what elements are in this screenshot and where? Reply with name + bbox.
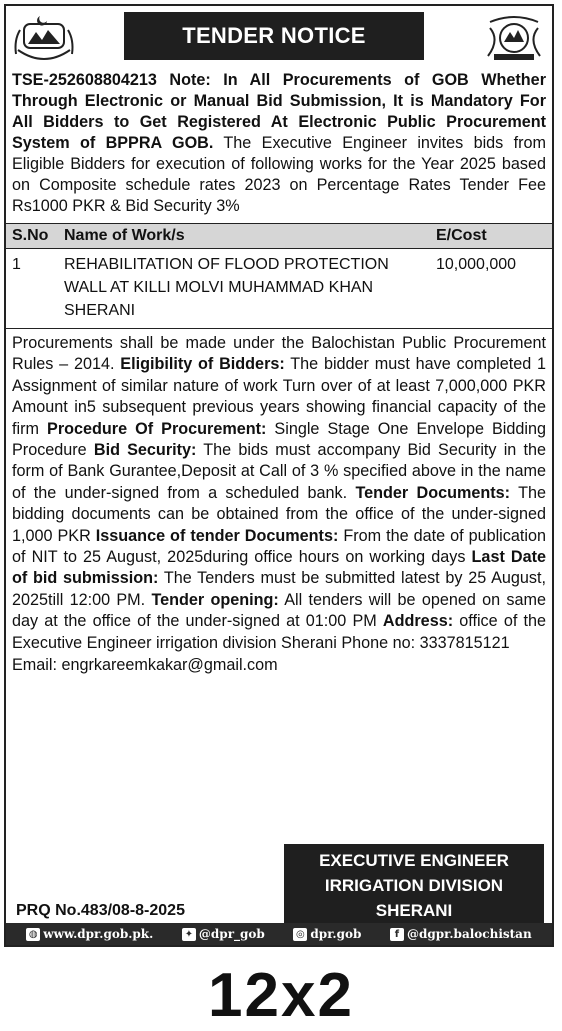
footer-bar (6, 923, 552, 945)
table-header-row (6, 224, 552, 249)
intro-lead: TSE-252608804213 Note: In All Procurements of GOB Whether Through Electronic or Manual Bid Submission, It is Mandatory For All Bidders to Get Registered At Electronic Public Procurement System of BPPRA GOB. (12, 71, 546, 152)
works-table (6, 223, 552, 329)
tender-documents-heading: Tender Documents: (355, 483, 511, 502)
twitter-icon: ✦ (182, 928, 196, 941)
tender-opening-text: All tenders will be opened on same day at the office of the under-signed at 01:00 PM (12, 590, 546, 631)
footer-instagram[interactable] (293, 927, 361, 941)
facebook-text: @dgpr.balochistan (406, 927, 532, 941)
cell-cost: 10,000,000 (430, 249, 552, 329)
signature-line-2: IRRIGATION DIVISION (324, 875, 504, 895)
footer-website[interactable] (26, 927, 153, 941)
footer-twitter[interactable] (182, 927, 265, 941)
instagram-icon: ◎ (293, 928, 307, 941)
header-cost: E/Cost (430, 224, 552, 249)
cell-work: REHABILITATION OF FLOOD PROTECTION WALL AT KILLI MOLVI MUHAMMAD KHAN SHERANI (58, 249, 430, 329)
ad-size-label: 12x2 (208, 961, 354, 1030)
balochistan-emblem-right-icon (480, 10, 548, 66)
issuance-text: From the date of publication of NIT to 25 August, 2025during office hours on working days (12, 526, 546, 567)
website-text: www.dpr.gob.pk. (43, 927, 154, 941)
facebook-icon: f (390, 928, 404, 941)
header (6, 6, 552, 68)
instagram-text: dpr.gob (310, 927, 362, 941)
intro-paragraph (6, 68, 552, 217)
header-work: Name of Work/s (58, 224, 430, 249)
conditions-paragraph (6, 329, 552, 654)
tender-notice (4, 4, 554, 947)
table-row (6, 249, 552, 329)
procedure-text: Single Stage One Envelope Bidding Procedure (12, 419, 546, 460)
footer-facebook[interactable] (390, 927, 532, 941)
signature-line-3: SHERANI (375, 900, 453, 920)
procedure-heading: Procedure Of Procurement: (47, 419, 267, 438)
address-heading: Address: (382, 612, 454, 631)
signature-line-1: EXECUTIVE ENGINEER (319, 850, 509, 870)
header-sno: S.No (6, 224, 58, 249)
last-date-heading: Last Date of bid submission: (12, 548, 546, 588)
twitter-text: @dpr_gob (198, 927, 265, 941)
bid-security-text: The bids must accompany Bid Security in the form of Bank Gurantee,Deposit at Call of 3 % specified above in the name of the under-signed from a scheduled bank. (12, 441, 546, 502)
page-title: TENDER NOTICE (124, 12, 424, 60)
last-date-text: The Tenders must be submitted latest by 25 August, 2025till 12:00 PM. (12, 569, 546, 609)
procurement-rules: Procurements shall be made under the Balochistan Public Procurement Rules – 2014. (12, 334, 546, 374)
balochistan-emblem-left-icon (10, 10, 78, 66)
bid-security-heading: Bid Security: (93, 441, 197, 460)
tender-opening-heading: Tender opening: (151, 590, 279, 609)
email-line: Email: engrkareemkakar@gmail.com (12, 656, 278, 675)
issuance-heading: Issuance of tender Documents: (95, 526, 339, 545)
tender-documents-text: The bidding documents can be obtained from the office of the under-signed 1,000 PKR (12, 483, 546, 545)
signature-block (284, 844, 544, 926)
prq-number: PRQ No.483/08-8-2025 (16, 902, 185, 919)
eligibility-heading: Eligibility of Bidders: (120, 355, 285, 374)
cell-sno: 1 (6, 249, 58, 329)
globe-icon: ◍ (26, 928, 40, 941)
intro-rest: The Executive Engineer invites bids from Eligible Bidders for execution of following works for the Year 2025 based on Composite schedule rates 2023 on Percentage Rates Tender Fee Rs1000 PKR & Bid Security 3% (12, 134, 546, 215)
eligibility-text: The bidder must have completed 1 Assignment of similar nature of work Turn over of at least 7,000,000 PKR Amount in5 subsequent previous years showing financial capacity of the firm (12, 355, 546, 438)
address-text: office of the Executive Engineer irrigation division Sherani Phone no: 3337815121 (12, 612, 546, 652)
